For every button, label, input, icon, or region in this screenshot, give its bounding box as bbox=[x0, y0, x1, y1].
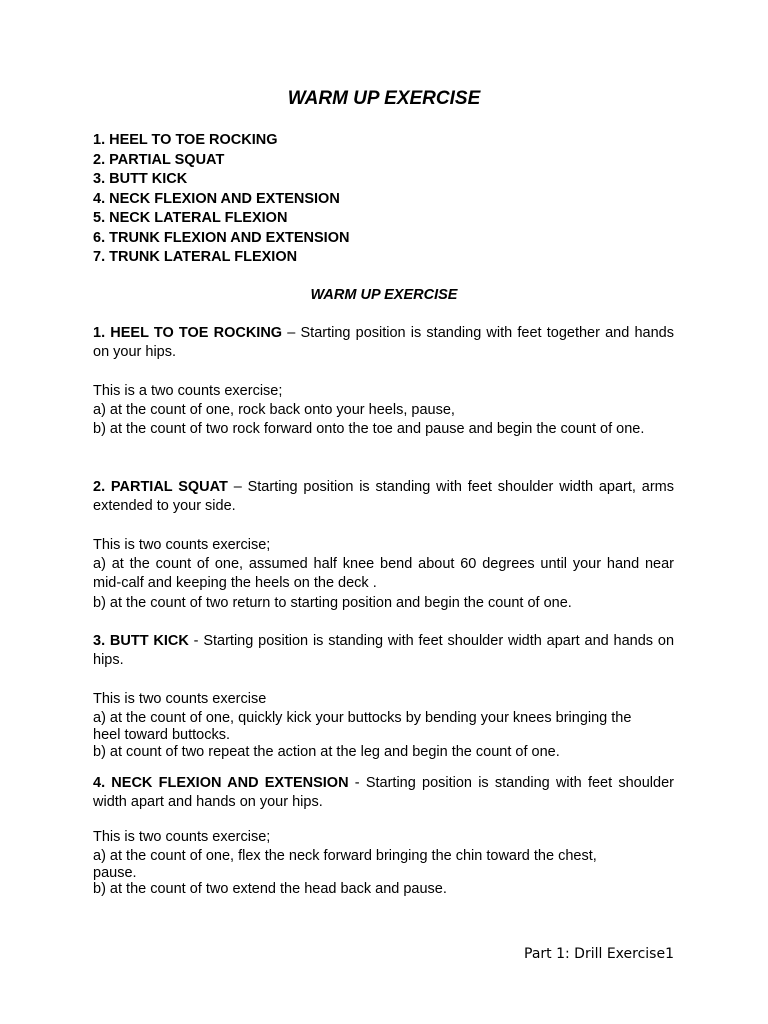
list-item: 6. TRUNK FLEXION AND EXTENSION bbox=[93, 229, 350, 246]
section-4-count-label: This is two counts exercise; bbox=[93, 829, 271, 845]
section-2-step-b: b) at the count of two return to starting position and begin the count of one. bbox=[93, 595, 572, 611]
section-1-step-a: a) at the count of one, rock back onto your heels, pause, bbox=[93, 402, 455, 418]
section-3-intro-text: - Starting position is standing with feet shoulder width apart and hands on hips. bbox=[93, 633, 675, 669]
section-2-intro bbox=[93, 478, 674, 517]
section-4-step-a-line-1: a) at the count of one, flex the neck forward bringing the chin toward the chest, bbox=[93, 848, 597, 864]
section-4-intro-text: - Starting position is standing with feet shoulder width apart and hands on your hips. bbox=[93, 775, 674, 811]
section-4-step-a bbox=[93, 848, 674, 881]
list-item: 1. HEEL TO TOE ROCKING bbox=[93, 132, 278, 148]
list-item: 3. BUTT KICK bbox=[93, 171, 188, 187]
list-item: 4. NECK FLEXION AND EXTENSION bbox=[93, 190, 340, 207]
section-subtitle: WARM UP EXERCISE bbox=[310, 287, 458, 303]
page-title: WARM UP EXERCISE bbox=[287, 88, 481, 109]
section-3-heading: 3. BUTT KICK bbox=[93, 633, 189, 649]
list-item: 2. PARTIAL SQUAT bbox=[93, 151, 225, 168]
page-footer: Part 1: Drill Exercise1 bbox=[524, 946, 674, 962]
section-2-step-a: a) at the count of one, assumed half knee bend about 60 degrees until your hand near mid-calf and keeping the heels on the deck . bbox=[93, 556, 674, 592]
section-4-heading: 4. NECK FLEXION AND EXTENSION bbox=[93, 775, 349, 791]
section-3-count-label: This is two counts exercise bbox=[93, 691, 267, 707]
section-3-step-a bbox=[93, 710, 674, 743]
section-3-step-a-line-2: heel toward buttocks. bbox=[93, 726, 231, 743]
section-4-step-b: b) at the count of two extend the head back and pause. bbox=[93, 881, 447, 897]
section-2-heading: 2. PARTIAL SQUAT bbox=[93, 479, 228, 495]
section-4-intro bbox=[93, 774, 674, 813]
section-1-intro bbox=[93, 324, 674, 363]
section-2-count-label: This is two counts exercise; bbox=[93, 537, 271, 553]
section-1-step-b: b) at the count of two rock forward onto the toe and pause and begin the count of one. bbox=[93, 421, 645, 437]
exercise-list bbox=[93, 131, 349, 268]
section-3-step-a-line-1: a) at the count of one, quickly kick your buttocks by bending your knees bringing the bbox=[93, 710, 632, 726]
section-1-count-label: This is a two counts exercise; bbox=[93, 383, 283, 399]
section-1-intro-text: – Starting position is standing with feet together and hands on your hips. bbox=[93, 325, 674, 361]
list-item: 5. NECK LATERAL FLEXION bbox=[93, 210, 288, 226]
section-3-step-b: b) at count of two repeat the action at the leg and begin the count of one. bbox=[93, 744, 560, 760]
section-3-intro bbox=[93, 632, 674, 671]
list-item: 7. TRUNK LATERAL FLEXION bbox=[93, 249, 298, 265]
section-2-intro-text: – Starting position is standing with feet shoulder width apart, arms extended to your side. bbox=[93, 479, 674, 515]
section-1-heading: 1. HEEL TO TOE ROCKING bbox=[93, 325, 283, 341]
section-4-step-a-line-2: pause. bbox=[93, 864, 137, 881]
